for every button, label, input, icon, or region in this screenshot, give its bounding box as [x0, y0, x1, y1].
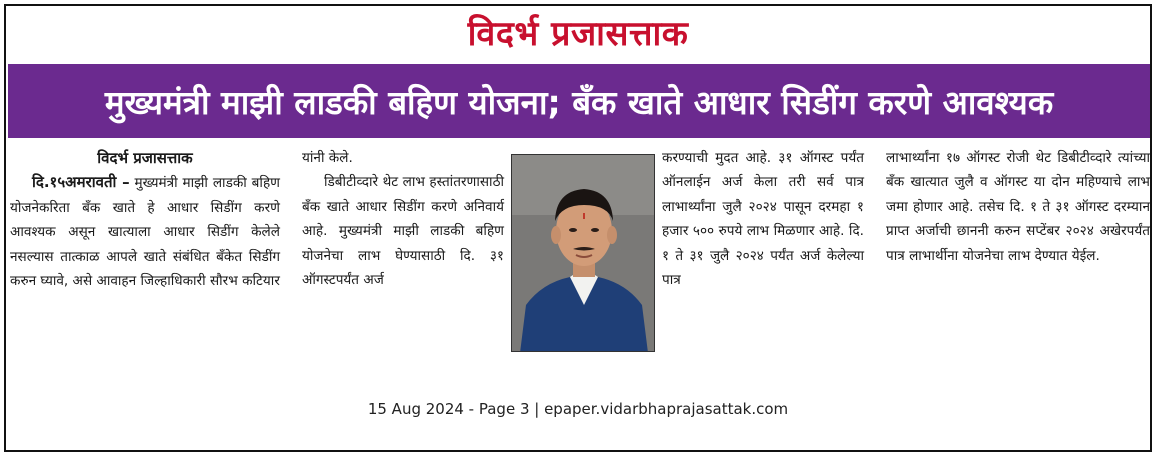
portrait-illustration [512, 155, 655, 352]
article-headline [8, 64, 1150, 138]
article-paragraph [10, 170, 280, 293]
article-column-3 [662, 146, 864, 292]
article-column-2 [302, 146, 504, 292]
article-column-4 [886, 146, 1150, 268]
article-text: यांनी केले. [302, 150, 353, 166]
article-text: लाभार्थ्यांना १७ ऑगस्ट रोजी थेट डिबीटीव्दारे त्यांच्या बँक खात्यात जुलै व ऑगस्ट या दोन महिण्याचे लाभ जमा होणार आहे. तसेच दि. १ ते ३१ ऑगस्ट दरम्यान प्राप्त अर्जाची छाननी करुन सप्टेंबर २०२४ अखेरपर्यंत पात्र लाभार्थीना योजनेचा लाभ देण्यात येईल. [886, 150, 1150, 264]
article-column-1 [10, 146, 280, 293]
article-text: डिबीटीव्दारे थेट लाभ हस्तांतरणासाठी बँक खाते आधार सिडींग करणे अनिवार्य आहे. मुख्यमंत्री माझी लाडकी बहिण योजनेचा लाभ घेण्यासाठी दि. ३१ ऑगस्टपर्यंत अर्ज [302, 174, 504, 289]
official-portrait-photo [511, 154, 655, 352]
article-byline: विदर्भ प्रजासत्ताक [97, 149, 193, 167]
page-footer: 15 Aug 2024 - Page 3 | epaper.vidarbhaprajasattak.com [367, 400, 789, 418]
article-dateline: दि.१५अमरावती – [32, 173, 130, 192]
newspaper-clipping [4, 4, 1152, 452]
article-text: करण्याची मुदत आहे. ३१ ऑगस्ट पर्यंत ऑनलाईन अर्ज केला तरी सर्व पात्र लाभार्थ्यांना जुलै २०२४ पासून दरमहा १ हजार ५०० रुपये लाभ मिळणार आहे. दि. १ ते ३१ जुलै २०२४ पर्यंत अर्ज केलेल्या पात्र [662, 150, 864, 289]
newspaper-masthead: विदर्भ प्रजासत्ताक [467, 14, 689, 54]
article-text: मुख्यमंत्री माझी लाडकी बहिण योजनेकरिता बँक खाते हे आधार सिडींग करणे आवश्यक असून खात्याला आधार सिडींग केलेले नसल्यास तात्काळ आपले खाते संबंधित बँकेत सिडींग करुन घ्यावे, असे आवाहन जिल्हाधिकारी सौरभ कटियार [10, 175, 280, 290]
headline-text: मुख्यमंत्री माझी लाडकी बहिण योजना; बँक खाते आधार सिडींग करणे आवश्यक [104, 82, 1054, 122]
